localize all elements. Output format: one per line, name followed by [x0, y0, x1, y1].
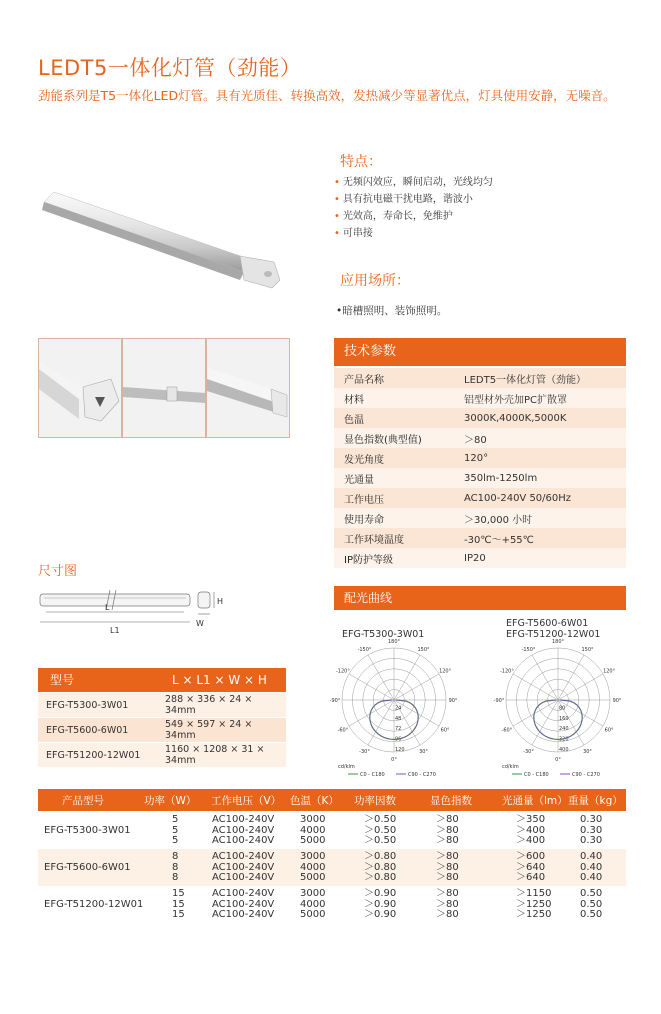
col-header-model: 产品型号	[62, 795, 104, 807]
spec-value: AC100-240V 50/60Hz	[454, 488, 626, 508]
table-row	[334, 448, 626, 468]
table-row	[38, 743, 286, 768]
col-header-cct: 色温（K）	[290, 795, 339, 807]
cri-cell: ＞80	[436, 814, 459, 825]
weight-cell: 0.40	[580, 851, 603, 862]
weight-cell: 0.50	[580, 888, 603, 899]
model-cell: EFG-T5600-6W01	[44, 862, 131, 873]
spec-key: IP防护等级	[334, 548, 454, 568]
product-table-header	[38, 789, 626, 811]
cct-cell: 4000	[300, 861, 326, 873]
spec-key: 显色指数(典型值)	[334, 428, 454, 448]
cri-cell: ＞80	[436, 824, 459, 836]
polar-angle-label: 150°	[581, 646, 594, 653]
pf-cell: ＞0.90	[364, 909, 397, 920]
power-cell: 5	[172, 835, 179, 846]
voltage-cell: AC100-240V	[212, 824, 275, 836]
polar-spoke	[558, 700, 603, 726]
voltage-cell: AC100-240V	[212, 909, 275, 920]
polar-angle-label: 60°	[604, 727, 614, 734]
pf-cell: ＞0.50	[364, 814, 397, 825]
voltage-cell: AC100-240V	[212, 835, 275, 846]
dim-label-l1: L1	[110, 626, 120, 635]
polar-ring-label: 400	[559, 747, 569, 753]
polar-spoke	[349, 674, 394, 700]
legend-c90: C90 - C270	[408, 772, 436, 778]
polar-spoke	[394, 700, 439, 726]
table-row-group	[38, 812, 626, 849]
flux-cell: ＞400	[516, 835, 546, 846]
polar-ring-label: 48	[395, 715, 402, 722]
dims-cell: 288 × 336 × 24 × 34mm	[157, 693, 286, 718]
polar-angle-label: 150°	[417, 646, 430, 653]
polar-spoke	[532, 700, 558, 745]
flux-cell: ＞1150	[516, 888, 552, 899]
col-header-power: 功率（W）	[144, 795, 197, 807]
cct-cell: 3000	[300, 814, 326, 825]
polar-spoke	[532, 655, 558, 700]
detail-photo-connector	[122, 338, 206, 438]
polar-angle-label: 0°	[555, 757, 561, 763]
polar-ring-label: 320	[559, 736, 569, 743]
power-cell: 8	[172, 861, 179, 873]
spec-key: 产品名称	[334, 368, 454, 388]
model-cell: EFG-T5300-3W01	[44, 825, 131, 836]
spec-value: ＞30,000 小时	[454, 508, 626, 528]
table-row	[334, 408, 626, 428]
weight-cell: 0.50	[580, 898, 603, 910]
flux-cell: ＞1250	[516, 898, 552, 910]
col-header-voltage: 工作电压（V）	[211, 795, 282, 807]
polar-angle-label: 60°	[440, 727, 450, 734]
polar-spoke	[558, 655, 584, 700]
weight-cell: 0.50	[580, 909, 603, 920]
flux-cell: ＞350	[516, 814, 546, 825]
pf-cell: ＞0.80	[364, 861, 397, 873]
pf-cell: ＞0.50	[364, 824, 397, 836]
polar-spoke	[368, 700, 394, 745]
model-cell: EFG-T5600-6W01	[38, 718, 157, 743]
pf-cell: ＞0.80	[364, 851, 397, 862]
power-cell: 8	[172, 872, 179, 883]
dimension-drawing	[36, 588, 246, 640]
table-row	[334, 548, 626, 568]
spec-table	[334, 368, 626, 568]
polar-angle-label: -60°	[337, 727, 349, 734]
pf-cell: ＞0.50	[364, 835, 397, 846]
table-row-group	[38, 849, 626, 886]
polar-angle-label: -120°	[335, 668, 350, 675]
flux-cell: ＞640	[516, 872, 546, 883]
cct-cell: 3000	[300, 888, 326, 899]
cri-cell: ＞80	[436, 888, 459, 899]
polar-angle-label: 30°	[419, 749, 428, 756]
model-cell: EFG-T5300-3W01	[38, 693, 157, 718]
legend-c90: C90 - C270	[572, 772, 600, 778]
model-cell: EFG-T51200-12W01	[38, 743, 157, 768]
page-subtitle: 劲能系列是T5一体化LED灯管。具有光质佳、转换高效，发热减少等显著优点，灯具使用安静，无噪音。	[38, 88, 616, 103]
polar-angle-label: 120°	[603, 668, 616, 675]
table-row	[334, 468, 626, 488]
cri-cell: ＞80	[436, 851, 459, 862]
table-row	[38, 693, 286, 718]
polar-angle-label: -30°	[359, 749, 370, 756]
voltage-cell: AC100-240V	[212, 888, 275, 899]
spec-value: 120°	[454, 448, 626, 468]
power-cell: 5	[172, 814, 179, 825]
cct-cell: 4000	[300, 898, 326, 910]
spec-key: 材料	[334, 388, 454, 408]
curve-label-right-2: EFG-T51200-12W01	[506, 629, 601, 640]
curve-label-right-1: EFG-T5600-6W01	[506, 618, 589, 629]
polar-ring-label: 24	[395, 705, 402, 712]
polar-ring-label: 160	[559, 715, 569, 722]
polar-angle-label: -150°	[521, 646, 536, 653]
detail-photo-end-cap	[38, 338, 122, 438]
col-header-flux: 光通量（lm）	[502, 795, 568, 807]
polar-angle-label: -120°	[499, 668, 514, 675]
polar-angle-label: -90°	[493, 698, 505, 704]
model-table-header	[38, 668, 286, 692]
dim-label-w: W	[196, 619, 204, 628]
polar-angle-label: 30°	[583, 749, 592, 756]
flux-cell: ＞600	[516, 851, 546, 862]
polar-angle-label: -90°	[329, 698, 341, 704]
voltage-cell: AC100-240V	[212, 861, 275, 873]
feature-item: • 光效高，寿命长，免维护	[334, 208, 493, 225]
polar-spoke	[513, 700, 558, 726]
spec-value: 铝型材外壳加PC扩散罩	[454, 388, 626, 408]
spec-value: 350lm-1250lm	[454, 468, 626, 488]
polar-angle-label: 180°	[387, 639, 401, 645]
legend-c0: C0 - C180	[524, 772, 549, 778]
dims-col-header: L × L1 × W × H	[172, 673, 267, 687]
spec-value: -30℃～+55℃	[454, 528, 626, 548]
spec-value: 3000K,4000K,5000K	[454, 408, 626, 428]
spec-key: 工作环境温度	[334, 528, 454, 548]
table-row	[334, 368, 626, 388]
feature-item: • 可串接	[334, 225, 493, 242]
polar-chart-left	[329, 639, 464, 778]
voltage-cell: AC100-240V	[212, 872, 275, 883]
cct-cell: 3000	[300, 851, 326, 862]
spec-key: 工作电压	[334, 488, 454, 508]
table-row	[334, 488, 626, 508]
table-row	[334, 428, 626, 448]
dimension-heading: 尺寸图	[38, 564, 78, 579]
weight-cell: 0.30	[580, 814, 603, 825]
weight-cell: 0.40	[580, 872, 603, 883]
polar-angle-label: 180°	[551, 639, 565, 645]
cct-cell: 5000	[300, 835, 326, 846]
spec-table-heading: 技术参数	[334, 338, 626, 366]
polar-angle-label: -150°	[357, 646, 372, 653]
polar-spoke	[513, 674, 558, 700]
features-heading: 特点：	[340, 154, 382, 170]
cct-cell: 5000	[300, 872, 326, 883]
col-header-pf: 功率因数	[354, 795, 396, 807]
polar-angle-label: 90°	[448, 698, 458, 704]
cct-cell: 5000	[300, 909, 326, 920]
curve-label-left: EFG-T5300-3W01	[342, 629, 425, 640]
voltage-cell: AC100-240V	[212, 898, 275, 910]
table-row	[334, 528, 626, 548]
polar-angle-label: 0°	[391, 757, 397, 763]
power-cell: 15	[172, 898, 185, 910]
dims-cell: 549 × 597 × 24 × 34mm	[157, 718, 286, 743]
table-row	[334, 508, 626, 528]
spec-key: 发光角度	[334, 448, 454, 468]
weight-cell: 0.40	[580, 861, 603, 873]
pf-cell: ＞0.90	[364, 898, 397, 910]
power-cell: 15	[172, 888, 185, 899]
power-cell: 5	[172, 824, 179, 836]
polar-spoke	[558, 674, 603, 700]
spec-value: IP20	[454, 548, 626, 568]
curve-heading: 配光曲线	[334, 586, 626, 610]
feature-item: • 无频闪效应，瞬间启动，光线均匀	[334, 174, 493, 191]
table-row	[38, 718, 286, 743]
flux-cell: ＞400	[516, 824, 546, 836]
cct-cell: 4000	[300, 824, 326, 836]
power-cell: 15	[172, 909, 185, 920]
feature-item: • 具有抗电磁干扰电路，谐波小	[334, 191, 493, 208]
polar-ring-label: 240	[559, 726, 569, 733]
page-title: LEDT5一体化灯管（劲能）	[38, 56, 302, 80]
model-cell: EFG-T51200-12W01	[44, 899, 144, 910]
voltage-cell: AC100-240V	[212, 814, 275, 825]
polar-ring-label: 80	[559, 705, 566, 712]
spec-value: ＞80	[454, 428, 626, 448]
application-text: •暗槽照明、装饰照明。	[336, 305, 448, 317]
pf-cell: ＞0.90	[364, 888, 397, 899]
polar-spoke	[368, 655, 394, 700]
polar-ring-label: 96	[395, 736, 402, 743]
dim-label-h: H	[217, 597, 224, 606]
polar-ring-label: 120	[395, 747, 405, 753]
voltage-cell: AC100-240V	[212, 851, 275, 862]
spec-value: LEDT5一体化灯管（劲能）	[454, 368, 626, 388]
product-main-image	[40, 180, 290, 290]
features-list	[334, 174, 493, 242]
cri-cell: ＞80	[436, 909, 459, 920]
weight-cell: 0.30	[580, 835, 603, 846]
cri-cell: ＞80	[436, 861, 459, 873]
polar-spoke	[394, 655, 420, 700]
weight-cell: 0.30	[580, 824, 603, 836]
spec-key: 使用寿命	[334, 508, 454, 528]
table-row	[334, 388, 626, 408]
polar-unit: cd/klm	[502, 764, 519, 770]
model-col-header: 型号	[50, 673, 75, 687]
polar-angle-label: 90°	[612, 698, 622, 704]
spec-key: 光通量	[334, 468, 454, 488]
col-header-cri: 显色指数	[430, 795, 472, 807]
cri-cell: ＞80	[436, 872, 459, 883]
polar-ring-label: 72	[395, 726, 402, 733]
dim-label-l: L	[105, 603, 110, 612]
flux-cell: ＞1250	[516, 909, 552, 920]
application-heading: 应用场所：	[340, 273, 410, 289]
polar-spoke	[394, 674, 439, 700]
cri-cell: ＞80	[436, 835, 459, 846]
polar-angle-label: -60°	[501, 727, 513, 734]
model-dims-table	[38, 693, 286, 768]
polar-unit: cd/klm	[338, 764, 355, 770]
col-header-weight: 重量（kg）	[568, 795, 623, 807]
spec-key: 色温	[334, 408, 454, 428]
cri-cell: ＞80	[436, 898, 459, 910]
legend-c0: C0 - C180	[360, 772, 385, 778]
dims-cell: 1160 × 1208 × 31 × 34mm	[157, 743, 286, 768]
polar-chart-right	[493, 639, 628, 778]
polar-spoke	[349, 700, 394, 726]
polar-angle-label: -30°	[523, 749, 534, 756]
polar-angle-label: 120°	[439, 668, 452, 675]
power-cell: 8	[172, 851, 179, 862]
detail-photo-tube-end	[206, 338, 290, 438]
pf-cell: ＞0.80	[364, 872, 397, 883]
table-row-group	[38, 886, 626, 923]
flux-cell: ＞640	[516, 861, 546, 873]
